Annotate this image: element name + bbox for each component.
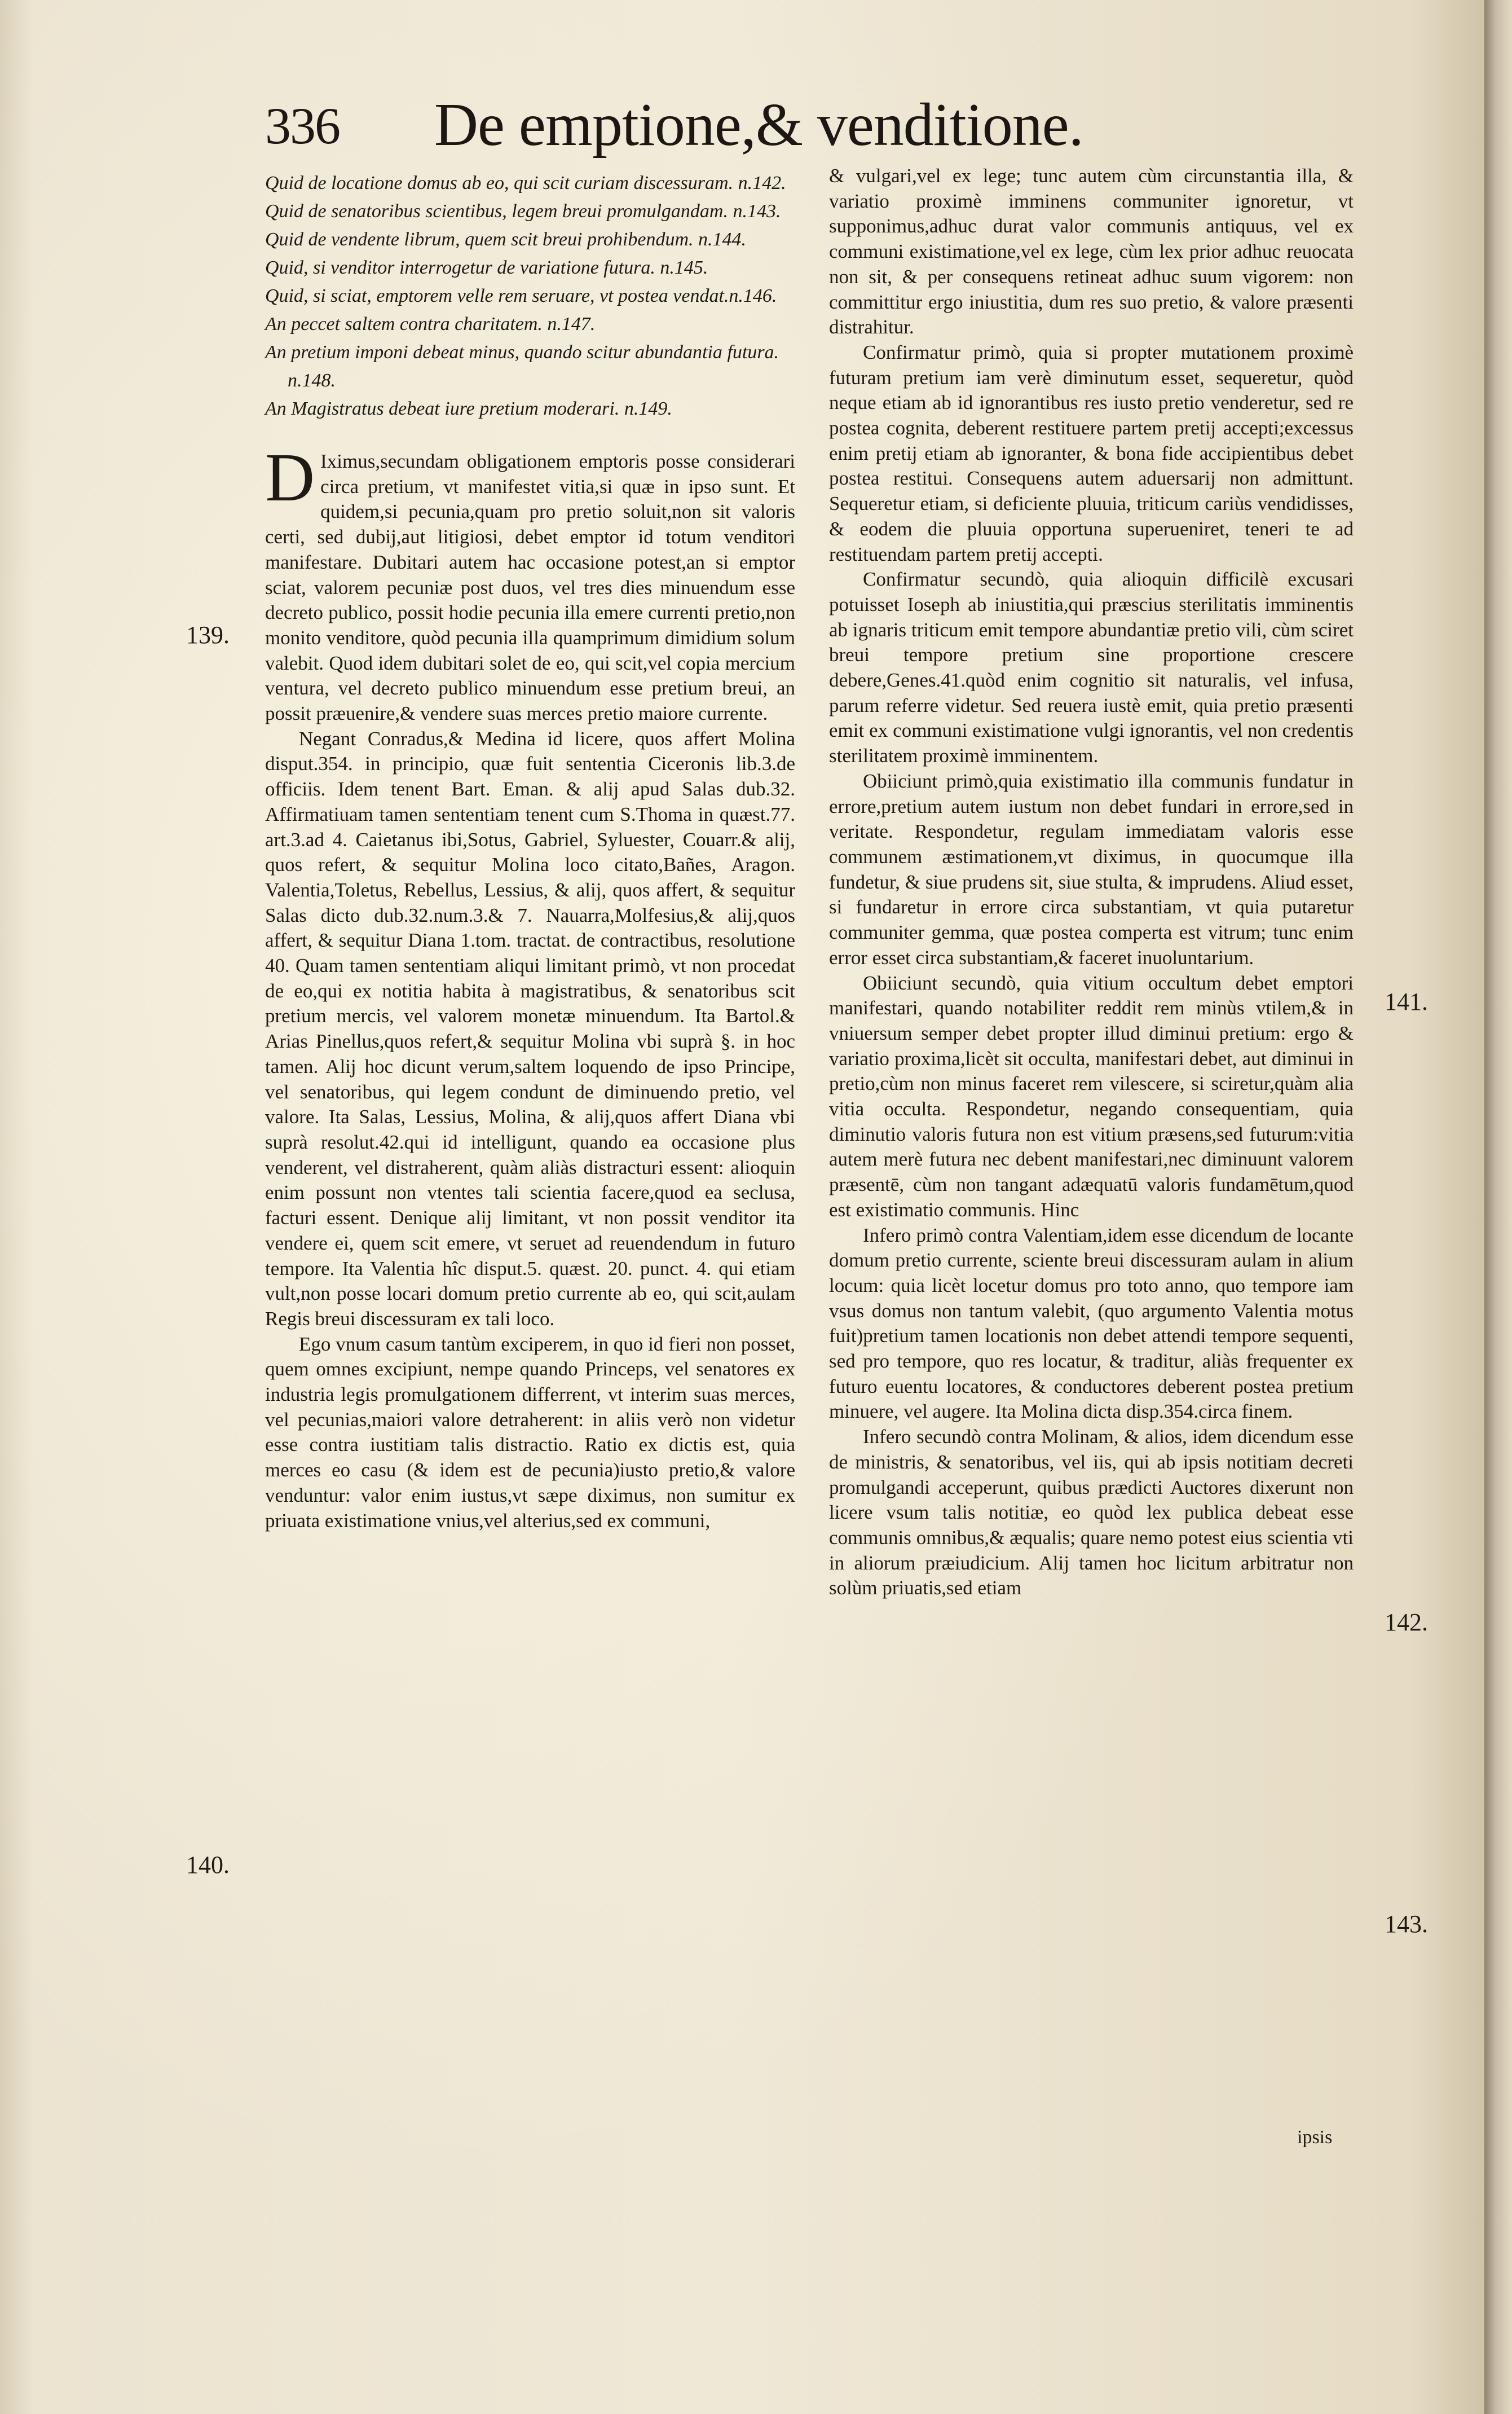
paragraph-142: Infero primò contra Valentiam,idem esse dicendum de locante domum pretio currente, sciente breui discessuram aulam in alium locum: quia licèt locetur domus pro toto anno, quo tempore iam vsus domus non tantum valebit, (quo argumento Valentia motus fuit)pretium tamen locationis non debet attendi tempore sequenti, sed pro tempore, quo res locatur, & traditur, aliàs frequenter ex futuro euentu locatores, & conductores deberent postea pretium minuere, vel augere. Ita Molina dicta disp.354.circa finem. bbox=[829, 1224, 1354, 1423]
summary-item: Quid de locatione domus ab eo, qui scit curiam discessuram. n.142. bbox=[265, 173, 786, 194]
paragraph: Confirmatur primò, quia si propter mutationem proximè futuram pretium iam verè diminutum esset, sequeretur, quòd neque etiam ab id ignorantibus res iusto pretio venderetur, sed re postea cognita, deberent restituere partem pretij accepti;excessus enim pretij etiam ab ignoranter, & bona fide accipientibus debet postea restitui. Consequens autem aduersarij non admittunt. Sequeretur etiam, si deficiente pluuia, triticum cariùs vendidisses, & eodem die pluuia opportuna superueniret, teneri te ad restituendam partem pretij accepti. bbox=[829, 341, 1354, 565]
right-body bbox=[829, 164, 1354, 1601]
paragraph: Confirmatur secundò, quia alioquin difficilè excusari potuisset Ioseph ab iniustitia,qui præscius sterilitatis imminentis ab ignaris triticum emit tempore abundantiæ pretio vili, cùm sciret breui tempore pretium sine proportione crescere debere,Genes.41.quòd enim cognitio sit naturalis, vel infusa, parum referre videtur. Sed reuera iustè emit, quia pretio præsenti emit ex communi existimatione vulgi ignorantis, vel non credentis sterilitatem proximè imminentem. bbox=[829, 568, 1354, 767]
summary-item: Quid de vendente librum, quem scit breui prohibendum. n.144. bbox=[265, 229, 747, 250]
paragraph: & vulgari,vel ex lege; tunc autem cùm circunstantia illa, & variatio proximè imminens communiter ignoretur, vt supponimus,adhuc durat valor communis antiquus, vel ex communi existimatione,vel ex lege, cùm lex prior adhuc reuocata non sit, & per consequens retineat adhuc suum vigorem: non committitur ergo iniustitia, dum res suo pretio, & valore præsenti distrahitur. bbox=[829, 165, 1354, 338]
paragraph-140: Ego vnum casum tantùm exciperem, in quo id fieri non posset, quem omnes excipiunt, nempe quando Princeps, vel senatores ex industria legis promulgationem differrent, vt interim suas merces, vel pecunias,maiori valore detraherent: in aliis verò non videtur esse contra iustitiam talis distractio. Ratio ex dictis est, quia merces eo casu (& idem est de pecunia)iusto pretio,& valore venduntur: valor enim iustus,vt sæpe diximus, non sumitur ex priuata existimatione vnius,vel alterius,sed ex communi, bbox=[265, 1333, 795, 1532]
page-number: 336 bbox=[265, 97, 340, 155]
margin-number-141: 141. bbox=[1385, 988, 1428, 1015]
summary-item: An peccet saltem contra charitatem. n.147. bbox=[265, 314, 596, 335]
summary-item: Quid de senatoribus scientibus, legem breui promulgandam. n.143. bbox=[265, 201, 781, 222]
drop-cap: D bbox=[265, 439, 315, 516]
paragraph-143: Infero secundò contra Molinam, & alios, idem dicendum esse de ministris, & senatoribus, vel iis, qui ab ipsis notitiam decreti promulgandi acceperunt, quibus prædicti Auctores dixerunt non licere vsum talis notitiæ, eo quòd lex publica debeat esse communis omnibus,& æqualis; quare nemo potest eius scientia vti in aliorum præiudicium. Alij tamen hoc licitum arbitratur non solùm priuatis,sed etiam bbox=[829, 1426, 1354, 1599]
margin-number-143: 143. bbox=[1385, 1910, 1428, 1938]
margin-number-142: 142. bbox=[1385, 1608, 1428, 1636]
margin-number-140: 140. bbox=[186, 1851, 230, 1879]
chapter-summary bbox=[265, 169, 795, 423]
summary-item: An Magistratus debeat iure pretium moderari. n.149. bbox=[265, 398, 672, 419]
book-gutter bbox=[1484, 0, 1512, 2414]
running-title: De emptione,& venditione. bbox=[434, 91, 1083, 159]
paragraph: Obiiciunt secundò, quia vitium occultum debet emptori manifestari, quando notabiliter reddit rem minùs vtilem,& in vniuersum semper debet propter illud diminui pretium: ergo & variatio proxima,licèt sit occulta, manifestari debet, aut diminui in pretio,cùm non minus faceret rem vilescere, si sciretur,quàm alia vitia occulta. Respondetur, negando consequentiam, quia diminutio valoris futura non est vitium præsens,sed futurum:vitia autem merè futura nec debent manifestari,nec diminuunt valorem præsentē, cùm non tangant adæquatū valoris fundamētum,quod est existimatio communis. Hinc bbox=[829, 971, 1354, 1221]
paragraph-141: Obiiciunt primò,quia existimatio illa communis fundatur in errore,pretium autem iustum non debet fundari in errore,sed in veritate. Respondetur, regulam immediatam valoris esse communem æstimationem,vt diximus, in quocumque illa fundetur, & siue prudens sit, siue stulta, & imprudens. Aliud esset, si fundaretur in errore circa substantiam, vt quia putaretur communiter gemma, quæ postea comperta est vitrum; tunc enim error esset circa substantiam,& faceret inuoluntarium. bbox=[829, 770, 1354, 969]
catchword: ipsis bbox=[1297, 2127, 1333, 2148]
left-body bbox=[265, 439, 795, 1533]
paragraph-139 bbox=[265, 439, 795, 727]
margin-number-139: 139. bbox=[186, 621, 230, 649]
paragraph-text: Iximus,secundam obligationem emptoris posse considerari circa pretium, vt manifestet vitia,si quæ in ipso sunt. Et quidem,si pecunia,quam pro pretio soluit,non sit valoris certi, sed dubij,aut litigiosi, debet emptor id totum venditori manifestare. Dubitari autem hac occasione potest,an si emptor sciat, valorem pecuniæ post duos, vel tres dies minuendum esse decreto publico, possit hodie pecunia illa emere currenti pretio,non monito venditore, quòd pecunia illa quamprimum dimidium solum valebit. Quod idem dubitari solet de eo, qui scit,vel copia mercium ventura, vel decreto publico minuendum esse pretium breui, an possit præuenire,& vendere suas merces pretio maiore currente. bbox=[265, 450, 795, 725]
right-column bbox=[829, 164, 1354, 1601]
running-head bbox=[265, 90, 1111, 158]
summary-item: Quid, si venditor interrogetur de variatione futura. n.145. bbox=[265, 257, 708, 278]
summary-item: An pretium imponi debeat minus, quando scitur abundantia futura. n.148. bbox=[265, 342, 779, 391]
summary-item: Quid, si sciat, emptorem velle rem seruare, vt postea vendat.n.146. bbox=[265, 285, 777, 306]
paragraph: Negant Conradus,& Medina id licere, quos affert Molina disput.354. in principio, quæ fuit sententia Ciceronis lib.3.de officiis. Idem tenent Bart. Eman. & alij apud Salas dub.32. Affirmatiuam tamen sententiam tenent cum S.Thoma in quæst.77. art.3.ad 4. Caietanus ibi,Sotus, Gabriel, Syluester, Couarr.& alij, quos refert, & sequitur Molina loco citato,Bañes, Aragon. Valentia,Toletus, Rebellus, Lessius, & alij, quos affert, & sequitur Salas dicto dub.32.num.3.& 7. Nauarra,Molfesius,& alij,quos affert, & sequitur Diana 1.tom. tractat. de contractibus, resolutione 40. Quam tamen sententiam aliqui limitant primò, vt non procedat de eo,qui ex notitia habita à magistratibus, & senatoribus scit pretium mercis, vel valorem monetæ minuendum. Ita Bartol.& Arias Pinellus,quos refert,& sequitur Molina vbi suprà §. in hoc tamen. Alij hoc dicunt verum,saltem loquendo de ipso Principe, vel senatoribus, qui legem condunt de diminuendo pretio, vel valore. Ita Salas, Lessius, Molina, & alij,quos affert Diana vbi suprà resolut.42.qui id intelligunt, quando ea occasione plus venderent, vel distraherent, quàm aliàs distracturi essent: alioquin enim possunt non vtentes tali scientia facere,quod ea seclusa, facturi essent. Denique alij limitant, vt non possit venditor ita vendere ei, quem scit emere, vt seruet ad reuendendum in futuro tempore. Ita Valentia hîc disput.5. quæst. 20. punct. 4. qui etiam vult,non posse locari domum pretio currente ab eo, qui scit,aulam Regis breui discessuram ex tali loco. bbox=[265, 727, 795, 1330]
left-column bbox=[265, 169, 795, 1533]
